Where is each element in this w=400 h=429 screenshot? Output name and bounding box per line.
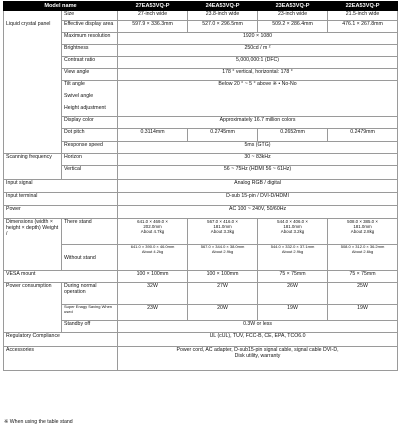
row-normal-operation (4, 283, 398, 305)
group-dims: Dimensions (width × height × depth) Weight / (4, 219, 62, 271)
row-display-color (4, 117, 398, 129)
label-energy-saving: Super Enagy Saving When used (62, 305, 118, 321)
normal-3: 26W (258, 283, 328, 305)
label-response: Response speed (62, 142, 118, 154)
label-tilt: Tilt angle (62, 81, 118, 93)
label-resolution: Maximum resolution (62, 33, 118, 45)
nostand-1-line2: About 4.2kg (141, 248, 164, 254)
stand-2-line1: 567.0 × 416.0 × (207, 219, 238, 224)
size-3: 23-inch wide (258, 11, 328, 21)
label-standby: Standby off (62, 321, 118, 333)
stand-2-line2: 181.0mm (213, 224, 232, 229)
display-color-value: Approximately 16.7 million colors (118, 117, 398, 129)
pitch-4: 0.2479mm (328, 129, 398, 142)
accessories-line2: Disk utility, warranty (234, 353, 281, 359)
row-dims-nostand (4, 245, 398, 271)
nostand-3 (258, 245, 328, 271)
resolution-value: 1920 × 1080 (118, 33, 398, 45)
label-swivel: Swivel angle (62, 93, 118, 105)
row-brightness (4, 45, 398, 57)
area-1: 597.9 × 336.3mm (118, 21, 188, 33)
stand-2 (188, 219, 258, 245)
group-scan: Scanning frequency (4, 154, 62, 180)
label-contrast: Contrast ratio (62, 57, 118, 69)
group-consumption: Power consumption (4, 283, 62, 333)
row-vertical (4, 166, 398, 180)
nostand-4-line1: 508.0 × 312.0 × 36.2mm (340, 244, 385, 249)
stand-4-line2: 181.0mm (353, 224, 372, 229)
stand-4 (328, 219, 398, 245)
accessories-line1: Power cord, AC adapter, D-sub15-pin signal cable, signal cable DVI-D, (176, 347, 339, 353)
label-display-color: Display color (62, 117, 118, 129)
row-power (4, 206, 398, 219)
nostand-4 (328, 245, 398, 271)
normal-1: 32W (118, 283, 188, 305)
standby-value: 0.3W or less (118, 321, 398, 333)
vesa-4: 75 × 75mm (328, 271, 398, 283)
row-regulatory (4, 333, 398, 347)
label-nostand: Without stand (62, 245, 118, 271)
row-dims-stand (4, 219, 398, 245)
group-lcd: Liquid crystal panel (4, 11, 62, 154)
row-view-angle (4, 69, 398, 81)
header-model-1: 27EA53VQ-P (118, 2, 188, 11)
stand-3-line1: 544.0 × 406.0 × (277, 219, 308, 224)
label-dot-pitch: Dot pitch (62, 129, 118, 142)
pitch-3: 0.2652mm (258, 129, 328, 142)
contrast-value: 5,000,000:1 (DFC) (118, 57, 398, 69)
row-horizon (4, 154, 398, 166)
label-normal-operation: During normal operation (62, 283, 118, 305)
label-brightness: Brightness (62, 45, 118, 57)
horizon-value: 30 ~ 83kHz (118, 154, 398, 166)
header-model: Model name (4, 2, 118, 11)
saving-1: 23W (118, 305, 188, 321)
footnote: ※ When using the table stand (4, 419, 73, 425)
area-2: 527.0 × 296.5mm (188, 21, 258, 33)
size-2: 23.8-inch wide (188, 11, 258, 21)
stand-1-line2: 202.0mm (143, 224, 162, 229)
label-height-adj: Height adjustment (62, 105, 118, 117)
nostand-2-line2: About 2.9kg (211, 248, 234, 254)
saving-2: 20W (188, 305, 258, 321)
stand-1 (118, 219, 188, 245)
row-accessories (4, 347, 398, 371)
row-size (4, 11, 398, 21)
vesa-1: 100 × 100mm (118, 271, 188, 283)
label-horizon: Horizon (62, 154, 118, 166)
stand-1-line3: About 4.7kg (140, 229, 165, 234)
stand-1-line1: 641.0 × 469.0 × (137, 219, 168, 224)
row-standby (4, 321, 398, 333)
label-regulatory: Regulatory Compliance (4, 333, 118, 347)
row-input-terminal (4, 193, 398, 206)
label-power: Power (4, 206, 118, 219)
stand-4-line1: 508.0 × 385.0 × (347, 219, 378, 224)
input-signal-value: Analog RGB / digital (118, 180, 398, 193)
label-size: Size (62, 11, 118, 21)
row-resolution (4, 33, 398, 45)
saving-4: 19W (328, 305, 398, 321)
header-model-2: 24EA53VQ-P (188, 2, 258, 11)
label-area: Effective display area (62, 21, 118, 33)
pitch-2: 0.2745mm (188, 129, 258, 142)
area-3: 509.2 × 286.4mm (258, 21, 328, 33)
label-accessories: Accessories (4, 347, 118, 371)
stand-4-line3: About 2.8kg (350, 229, 375, 234)
nostand-3-line2: About 2.9kg (281, 248, 304, 254)
tilt-value: Below 20 ° ~ 5 ° above ※ • No-No (118, 81, 398, 117)
brightness-value: 250cd / m ² (118, 45, 398, 57)
regulatory-value: UL (cUL), TUV, FCC-B, CE, EPA, TCO6.0 (118, 333, 398, 347)
label-stand: There stand (62, 219, 118, 245)
label-input-terminal: Input terminal (4, 193, 118, 206)
vertical-value: 56 ~ 75Hz (HDMI 56 ~ 61Hz) (118, 166, 398, 180)
label-vertical: Vertical (62, 166, 118, 180)
nostand-2 (188, 245, 258, 271)
label-vesa: VESA mount (4, 271, 118, 283)
size-4: 21.5-inch wide (328, 11, 398, 21)
normal-2: 27W (188, 283, 258, 305)
row-energy-saving (4, 305, 398, 321)
spec-table-container (3, 1, 397, 371)
pitch-1: 0.3114mm (118, 129, 188, 142)
saving-3: 19W (258, 305, 328, 321)
nostand-1-line1: 641.0 × 390.0 × 46.0mm (130, 244, 175, 249)
view-angle-value: 178 ° vertical, horizontal: 178 ° (118, 69, 398, 81)
row-contrast (4, 57, 398, 69)
size-1: 27-inch wide (118, 11, 188, 21)
row-vesa (4, 271, 398, 283)
normal-4: 25W (328, 283, 398, 305)
row-response (4, 142, 398, 154)
spec-table (3, 1, 398, 371)
label-input-signal: Input signal (4, 180, 118, 193)
vesa-2: 100 × 100mm (188, 271, 258, 283)
label-view-angle: View angle (62, 69, 118, 81)
stand-3 (258, 219, 328, 245)
accessories-value (118, 347, 398, 371)
header-row (4, 2, 398, 11)
stand-3-line3: About 3.2kg (280, 229, 305, 234)
nostand-3-line1: 544.0 × 332.0 × 37.1mm (270, 244, 315, 249)
area-4: 476.1 × 267.8mm (328, 21, 398, 33)
vesa-3: 75 × 75mm (258, 271, 328, 283)
row-input-signal (4, 180, 398, 193)
nostand-1 (118, 245, 188, 271)
header-model-3: 23EA53VQ-P (258, 2, 328, 11)
stand-2-line3: About 3.3kg (210, 229, 235, 234)
power-value: AC 100 ~ 240V, 50/60Hz (118, 206, 398, 219)
input-terminal-value: D-sub 15-pin / DVI-D/HDMI (118, 193, 398, 206)
nostand-4-line2: About 2.6kg (351, 248, 374, 254)
nostand-2-line1: 567.0 × 344.0 × 38.0mm (200, 244, 245, 249)
row-tilt (4, 81, 398, 93)
row-dot-pitch (4, 129, 398, 142)
stand-3-line2: 181.0mm (283, 224, 302, 229)
row-area (4, 21, 398, 33)
response-value: 5ms (GTG) (118, 142, 398, 154)
header-model-4: 22EA53VQ-P (328, 2, 398, 11)
